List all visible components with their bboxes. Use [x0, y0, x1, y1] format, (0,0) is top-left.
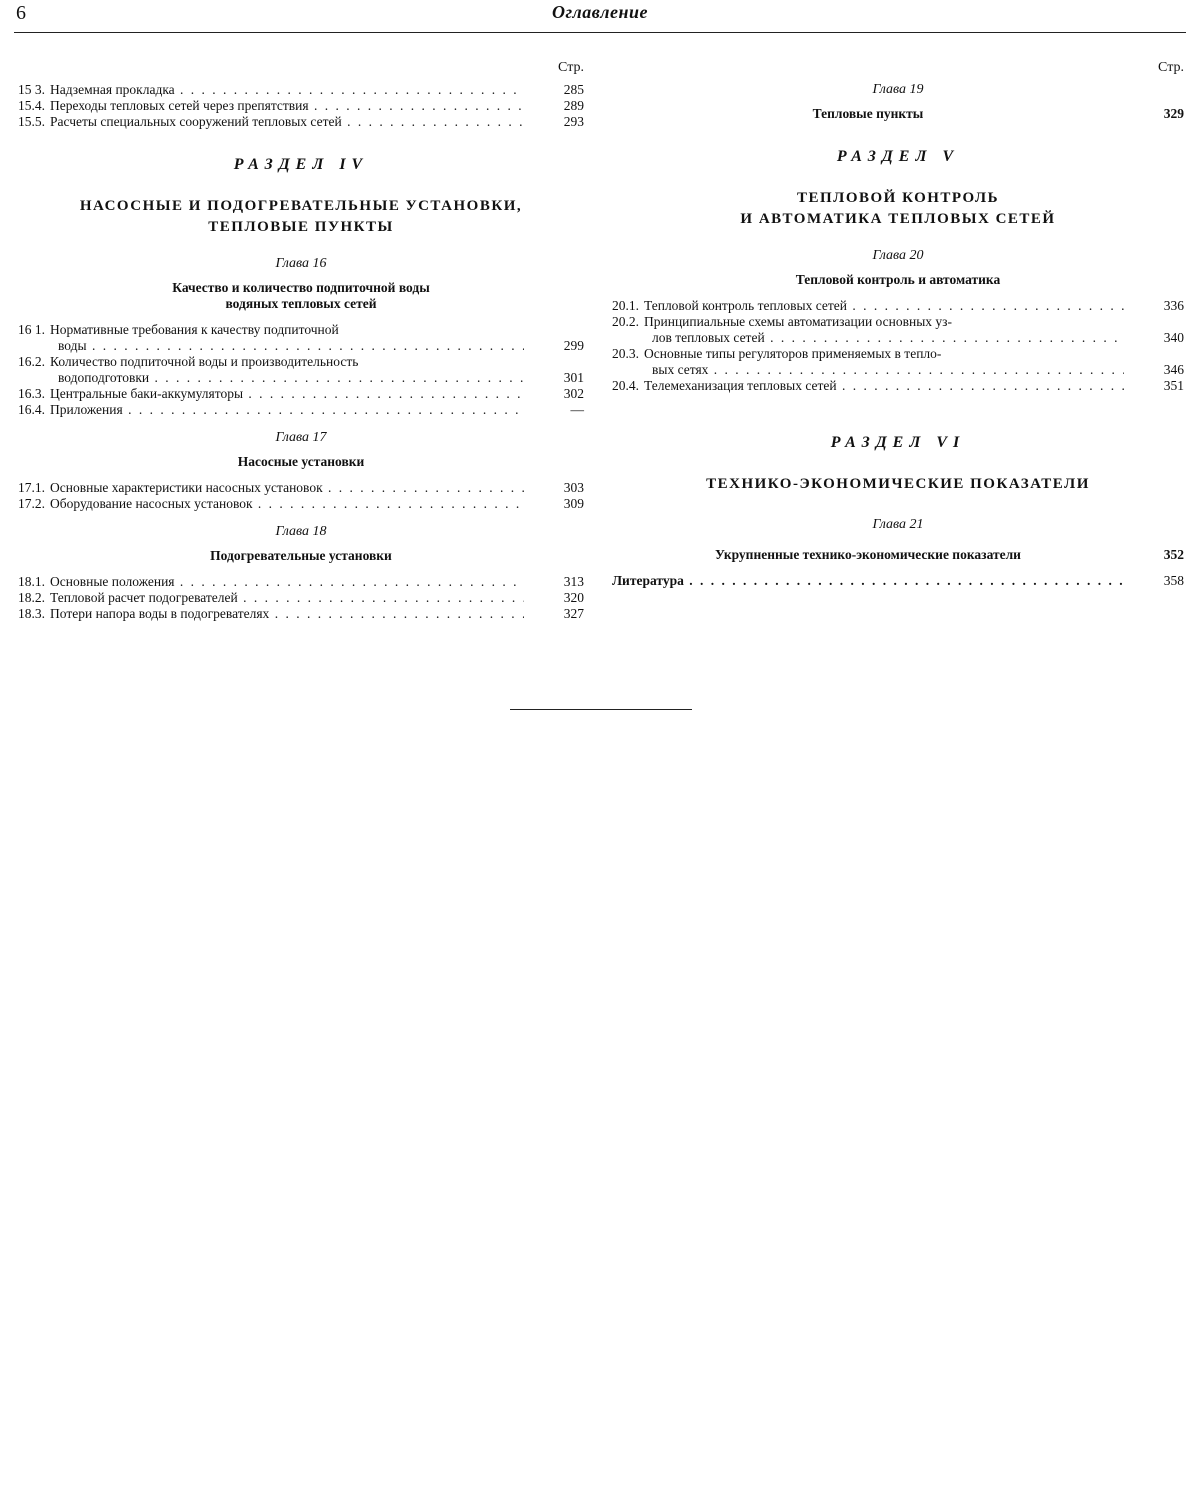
entry-page: 336 [1163, 298, 1184, 313]
entry-page: 313 [563, 574, 584, 589]
entry-page: 309 [563, 496, 584, 511]
entry-title: Литература . . . [612, 573, 1124, 589]
toc-entry[interactable] [18, 480, 584, 496]
entry-page: 352 [1163, 547, 1184, 562]
toc-entry-literature[interactable] [612, 573, 1184, 589]
page-column-label: Стр. [558, 60, 584, 75]
toc-entry[interactable] [18, 322, 584, 354]
entry-page: 327 [563, 606, 584, 621]
entry-page: 302 [563, 386, 584, 401]
chapter-title: Тепловые пункты [812, 106, 924, 121]
entry-number: 20.3. [612, 346, 639, 361]
chapter-label: Глава 20 [872, 248, 924, 263]
toc-entry[interactable] [612, 314, 1184, 346]
section-title [18, 196, 584, 238]
entry-page: 329 [1163, 106, 1184, 121]
chapter-title: Подогревательные установки [210, 548, 392, 563]
chapter-title [18, 280, 584, 312]
entry-number: 16 1. [18, 322, 45, 337]
toc-entry[interactable] [18, 98, 584, 114]
entry-title-continued: вых сетях . . . [652, 362, 1124, 378]
entry-title-continued: воды . . . [58, 338, 524, 354]
toc-entry[interactable] [18, 606, 584, 622]
entry-number: 20.2. [612, 314, 639, 329]
entry-title: Надземная прокладка . . . [50, 82, 524, 98]
entry-title: Расчеты специальных сооружений тепловых сетей . . . [50, 114, 524, 130]
entry-page: 303 [563, 480, 584, 495]
entry-page: 293 [563, 114, 584, 129]
toc-entry[interactable] [18, 496, 584, 512]
section-title [612, 188, 1184, 230]
entry-title: Основные положения . . . [50, 574, 524, 590]
right-column [612, 60, 1184, 589]
entry-number: 18.2. [18, 590, 45, 605]
chapter-label: Глава 16 [275, 256, 327, 271]
chapter-label: Глава 17 [275, 430, 327, 445]
entry-title: Потери напора воды в подогревателях . . . [50, 606, 524, 622]
section-label: РАЗДЕЛ VI [830, 434, 966, 451]
toc-entry[interactable] [18, 590, 584, 606]
entry-number: 15.4. [18, 98, 45, 113]
entry-page: 285 [563, 82, 584, 97]
section-title-line: И АВТОМАТИКА ТЕПЛОВЫХ СЕТЕЙ [740, 211, 1056, 227]
entry-page: — [570, 402, 584, 417]
entry-title: Приложения . . . [50, 402, 524, 418]
section-title-line: ТЕПЛОВОЙ КОНТРОЛЬ [796, 190, 1000, 206]
toc-entry[interactable] [612, 378, 1184, 394]
entry-title: Основные характеристики насосных установок . . . [50, 480, 524, 496]
section-title: ТЕХНИКО-ЭКОНОМИЧЕСКИЕ ПОКАЗАТЕЛИ [706, 476, 1090, 492]
entry-title: Телемеханизация тепловых сетей . . . [644, 378, 1124, 394]
toc-entry[interactable] [18, 386, 584, 402]
chapter-title: Тепловой контроль и автоматика [795, 272, 1001, 287]
toc-entry[interactable] [18, 82, 584, 98]
entry-number: 17.1. [18, 480, 45, 495]
section-title-line: НАСОСНЫЕ И ПОДОГРЕВАТЕЛЬНЫЕ УСТАНОВКИ, [79, 198, 523, 214]
section-title-line: ТЕПЛОВЫЕ ПУНКТЫ [208, 219, 394, 235]
entry-page: 351 [1163, 378, 1184, 393]
entry-page: 358 [1163, 573, 1184, 588]
header-rule [14, 32, 1186, 33]
entry-page: 346 [1163, 362, 1184, 377]
entry-title: Количество подпиточной воды и производительность [50, 354, 359, 369]
toc-entry[interactable] [612, 547, 1184, 563]
end-rule [510, 709, 692, 710]
entry-title: Тепловой контроль тепловых сетей . . . [644, 298, 1124, 314]
entry-number: 20.1. [612, 298, 639, 313]
entry-title: Тепловой расчет подогревателей . . . [50, 590, 524, 606]
entry-page: 299 [563, 338, 584, 353]
running-title: Оглавление [552, 2, 648, 22]
chapter-title-line: водяных тепловых сетей [225, 296, 377, 311]
page-column-label: Стр. [1158, 60, 1184, 75]
entry-number: 17.2. [18, 496, 45, 511]
toc-entry[interactable] [612, 298, 1184, 314]
toc-entry[interactable] [18, 354, 584, 386]
entry-number: 15 3. [18, 82, 45, 97]
entry-number: 18.3. [18, 606, 45, 621]
chapter-title: Укрупненные технико-экономические показатели [715, 547, 1021, 562]
toc-entry[interactable] [18, 402, 584, 418]
entry-title: Центральные баки-аккумуляторы . . . [50, 386, 524, 402]
entry-title: Переходы тепловых сетей через препятствия . . . [50, 98, 524, 114]
entry-page: 340 [1163, 330, 1184, 345]
chapter-label: Глава 19 [872, 82, 924, 97]
entry-number: 16.2. [18, 354, 45, 369]
toc-entry[interactable] [612, 106, 1184, 122]
page-number: 6 [16, 2, 26, 24]
entry-number: 18.1. [18, 574, 45, 589]
left-column [18, 60, 584, 622]
entry-page: 301 [563, 370, 584, 385]
entry-number: 20.4. [612, 378, 639, 393]
chapter-title-line: Качество и количество подпиточной воды [172, 280, 430, 295]
toc-entry[interactable] [612, 346, 1184, 378]
entry-page: 289 [563, 98, 584, 113]
entry-number: 16.3. [18, 386, 45, 401]
chapter-title: Насосные установки [237, 454, 365, 469]
entry-title-continued: водоподготовки . . . [58, 370, 524, 386]
entry-title-continued: лов тепловых сетей . . . [652, 330, 1124, 346]
chapter-label: Глава 18 [275, 524, 327, 539]
entry-number: 16.4. [18, 402, 45, 417]
toc-entry[interactable] [18, 574, 584, 590]
entry-page: 320 [563, 590, 584, 605]
chapter-label: Глава 21 [872, 517, 924, 532]
entry-title: Нормативные требования к качеству подпиточной [50, 322, 339, 337]
entry-title: Оборудование насосных установок . . . [50, 496, 524, 512]
section-label: РАЗДЕЛ IV [233, 156, 369, 173]
page-header [14, 2, 1186, 32]
section-label: РАЗДЕЛ V [836, 148, 960, 165]
entry-number: 15.5. [18, 114, 45, 129]
entry-title: Основные типы регуляторов применяемых в тепло- [644, 346, 942, 361]
toc-entry[interactable] [18, 114, 584, 130]
entry-title: Принципиальные схемы автоматизации основных уз- [644, 314, 952, 329]
